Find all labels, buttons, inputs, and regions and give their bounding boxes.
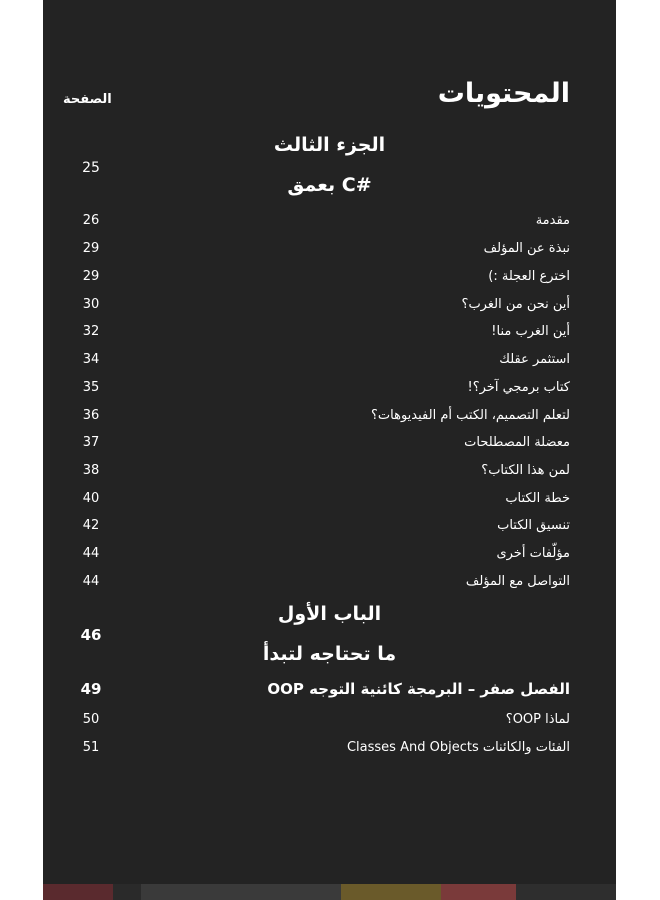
toc-page — [43, 0, 616, 884]
toc-entry-title: لماذا OOP؟ — [505, 712, 570, 727]
part-heading-line1: الجزء الثالث — [273, 134, 386, 156]
toc-entry-title: استثمر عقلك — [499, 352, 570, 367]
toc-title: المحتويات — [437, 78, 570, 109]
part-heading-line2: #C بعمق — [287, 174, 372, 196]
strip-segment — [141, 884, 341, 900]
toc-entry-page: 50 — [82, 712, 100, 727]
toc-entry-title: أين نحن من الغرب؟ — [461, 297, 570, 312]
toc-chapter-page: 49 — [80, 680, 102, 698]
toc-entry[interactable] — [43, 269, 616, 291]
page-column-label: الصفحة — [63, 92, 112, 107]
toc-entry[interactable] — [43, 380, 616, 402]
chapter-page-number: 46 — [80, 626, 102, 644]
toc-entry-page: 29 — [82, 241, 100, 256]
toc-entry[interactable] — [43, 213, 616, 235]
toc-entry-title: الفئات والكائنات Classes And Objects — [346, 740, 570, 755]
toc-entry[interactable] — [43, 574, 616, 596]
toc-entry-page: 42 — [82, 518, 100, 533]
toc-entry-page: 44 — [82, 574, 100, 589]
toc-entry-page: 44 — [82, 546, 100, 561]
toc-entry-page: 26 — [82, 213, 100, 228]
toc-entry[interactable] — [43, 435, 616, 457]
toc-chapter-title: الفصل صفر – البرمجة كائنية التوجه OOP — [267, 680, 570, 698]
bottom-thumbnail-strip — [43, 884, 616, 900]
toc-entry-title: التواصل مع المؤلف — [465, 574, 570, 589]
toc-entry-title: مؤلّفات أخرى — [496, 546, 570, 561]
toc-entry-page: 32 — [82, 324, 100, 339]
strip-segment — [441, 884, 516, 900]
toc-entry[interactable] — [43, 241, 616, 263]
part-page-number: 25 — [82, 160, 100, 176]
toc-entry-page: 29 — [82, 269, 100, 284]
toc-entry-title: مقدمة — [535, 213, 570, 228]
strip-segment — [341, 884, 441, 900]
toc-entry-page: 30 — [82, 297, 100, 312]
strip-segment — [516, 884, 616, 900]
toc-entry[interactable] — [43, 740, 616, 762]
toc-entry-page: 37 — [82, 435, 100, 450]
toc-entry-title: أين الغرب منا! — [491, 324, 570, 339]
strip-segment — [43, 884, 113, 900]
toc-entry[interactable] — [43, 518, 616, 540]
toc-entry-page: 38 — [82, 463, 100, 478]
toc-entry[interactable] — [43, 491, 616, 513]
toc-entry[interactable] — [43, 297, 616, 319]
toc-entry[interactable] — [43, 352, 616, 374]
toc-entry-title: تنسيق الكتاب — [497, 518, 570, 533]
toc-entry-page: 34 — [82, 352, 100, 367]
chapter-heading-line2: ما تحتاجه لتبدأ — [262, 643, 397, 665]
toc-entry-title: معضلة المصطلحات — [464, 435, 570, 450]
toc-entry-page: 40 — [82, 491, 100, 506]
toc-entry[interactable] — [43, 408, 616, 430]
strip-segment — [113, 884, 141, 900]
chapter-heading-line1: الباب الأول — [277, 603, 382, 625]
toc-entry[interactable] — [43, 546, 616, 568]
toc-entry-page: 51 — [82, 740, 100, 755]
toc-entry-title: خطة الكتاب — [505, 491, 570, 506]
toc-entry-title: كتاب برمجي آخر؟! — [467, 380, 570, 395]
toc-chapter-entry[interactable] — [43, 680, 616, 704]
toc-entry[interactable] — [43, 712, 616, 734]
toc-entry-title: لمن هذا الكتاب؟ — [481, 463, 570, 478]
toc-entry-page: 35 — [82, 380, 100, 395]
toc-entry[interactable] — [43, 324, 616, 346]
toc-entry-page: 36 — [82, 408, 100, 423]
toc-entry-title: لتعلم التصميم، الكتب أم الفيديوهات؟ — [371, 408, 570, 423]
toc-entry[interactable] — [43, 463, 616, 485]
toc-entry-title: نبذة عن المؤلف — [483, 241, 570, 256]
toc-entry-title: اخترع العجلة :) — [488, 269, 570, 284]
